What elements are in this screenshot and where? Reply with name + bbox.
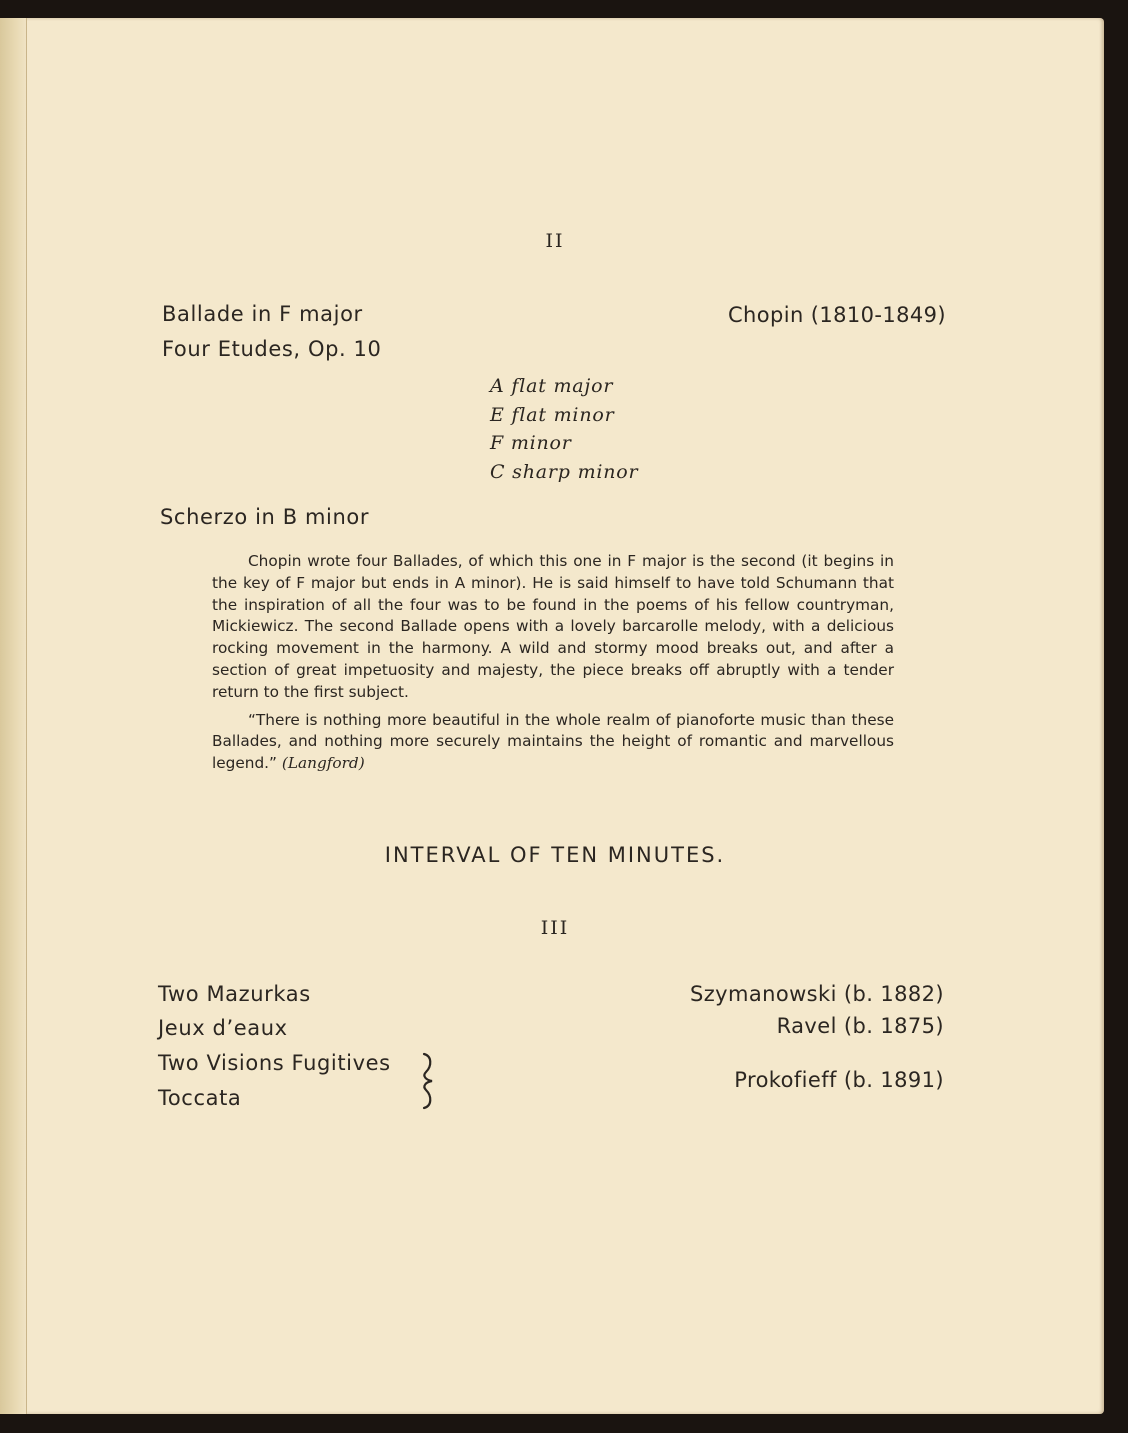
piece-scherzo: Scherzo in B minor [160,505,370,529]
piece-two-visions-fugitives: Two Visions Fugitives [158,1051,391,1075]
grouping-brace [404,1052,438,1110]
piece-four-etudes: Four Etudes, Op. 10 [162,337,382,361]
quote-source: (Langford) [281,754,365,773]
etude-key-list [490,372,638,486]
quote-text: “There is nothing more beautiful in the whole realm of pianoforte music than these Ballades, and nothing more securely maintains the height of romantic and marvellous legend.” [212,710,894,773]
section-three-numeral: III [540,917,570,939]
piece-jeux-deaux: Jeux d’eaux [158,1016,288,1040]
piece-toccata: Toccata [158,1086,242,1110]
notes-paragraph: Chopin wrote four Ballades, of which this one in F major is the second (it begins in the key of F major but ends in A minor). He is said himself to have told Schumann that the inspiration of all the four was to be found in the poems of his fellow countryman, Mickiewicz. The second Ballade opens with a lovely barcarolle melody, with a delicious rocking movement in the harmony. A wild and stormy mood breaks out, and after a section of great impetuosity and majesty, the piece breaks off abruptly with a tender return to the first subject. [212,552,894,701]
piece-two-mazurkas: Two Mazurkas [158,982,311,1006]
composer-chopin: Chopin (1810-1849) [727,303,946,327]
etude-key: E flat minor [490,403,615,426]
interval-heading: INTERVAL OF TEN MINUTES. [384,843,726,867]
page-binding-edge [0,18,27,1414]
section-two-numeral: II [545,230,565,252]
etude-key: A flat major [490,375,614,397]
notes-quote [212,710,894,775]
etude-key: F minor [490,432,572,454]
composer-szymanowski: Szymanowski (b. 1882) [690,982,944,1006]
composer-prokofieff: Prokofieff (b. 1891) [734,1068,944,1092]
piece-ballade: Ballade in F major [162,302,363,326]
composer-ravel: Ravel (b. 1875) [776,1014,944,1038]
etude-key: C sharp minor [490,460,639,483]
program-notes [212,551,894,781]
